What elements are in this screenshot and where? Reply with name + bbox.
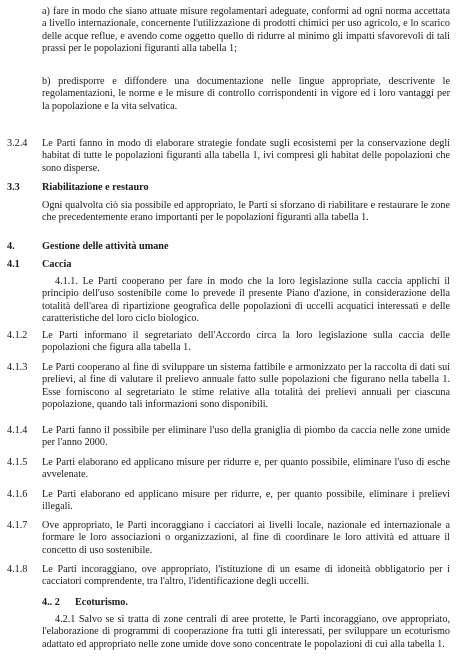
section-number-4-1-4: 4.1.4	[7, 425, 28, 436]
section-4-1-1-text: 4.1.1. Le Parti cooperano per fare in modo che la loro legislazione sulla caccia applichi il principio dell'uso sostenibile come lo prevede il presente Piano d'azione, in considerazione della totalità dell'area di ripartizione geografica delle popolazioni di uccelli acquatici interessati e delle caratteristiche del loro ciclo biologico.	[42, 276, 450, 325]
section-number-4-1: 4.1	[7, 259, 20, 270]
section-4-1-6-text: Le Parti elaborano ed applicano misure per ridurre, e, per quanto possibile, eliminare i prelievi illegali.	[42, 489, 450, 513]
section-4-1-8-text: Le Parti incoraggiano, ove appropriato, l'istituzione di un esame di idoneità obbligatorio per i cacciatori comprendente, tra l'altro, l'identificazione degli uccelli.	[42, 564, 450, 588]
section-4-1-7-text: Ove appropriato, le Parti incoraggiano i cacciatori ai livelli locale, nazionale ed internazionale a formare le loro associazioni o organizzazioni, al fine di coordinare le loro attività ed attuare il concetto di uso sostenibile.	[42, 520, 450, 556]
paragraph-b: b) predisporre e diffondere una documentazione nelle lingue appropriate, descrivente le regolamentazioni, le norme e le misure di controllo corrispondenti in vigore ed i loro vantaggi per la popolazione e la vita selvatica.	[42, 76, 450, 112]
section-number-4-1-8: 4.1.8	[7, 564, 28, 575]
section-number-4-1-6: 4.1.6	[7, 489, 28, 500]
section-number-3-2-4: 3.2.4	[7, 138, 28, 149]
section-3-3-heading: Riabilitazione e restauro	[42, 182, 149, 193]
section-4-1-2-text: Le Parti informano il segretariato dell'Accordo circa la loro legislazione sulla caccia delle popolazioni che figura alla tabella 1.	[42, 330, 450, 354]
section-3-3-text: Ogni qualvolta ciò sia possibile ed appropriato, le Parti si sforzano di riabilitare e restaurare le zone che precedentemente erano importanti per le popolazioni figuranti alla tabella 1.	[42, 200, 450, 224]
section-number-4-1-2: 4.1.2	[7, 330, 28, 341]
paragraph-a: a) fare in modo che siano attuate misure regolamentari adeguate, conformi ad ogni norma accettata a livello internazionale, concernente l'utilizzazione di prodotti chimici per uso agricolo, e lo scarico delle acque reflue, e avendo come oggetto quello di ridurre al minimo gli impatti sfavorevoli di tali prassi per le popolazioni figuranti alla tabella 1;	[42, 6, 450, 55]
section-4-2-heading: Ecoturismo.	[75, 597, 128, 608]
section-number-4: 4.	[7, 241, 15, 252]
section-number-4-1-3: 4.1.3	[7, 362, 28, 373]
section-4-1-heading: Caccia	[42, 259, 72, 270]
section-4-1-5-text: Le Parti elaborano ed applicano misure per ridurre e, per quanto possibile, eliminare l'uso di esche avvelenate.	[42, 457, 450, 481]
section-4-heading: Gestione delle attività umane	[42, 241, 169, 252]
section-number-4-1-7: 4.1.7	[7, 520, 28, 531]
section-number-4-2: 4.. 2	[42, 597, 60, 608]
section-4-1-3-text: Le Parti cooperano al fine di sviluppare un sistema fattibile e armonizzato per la raccolta di dati sui prelievi, al fine di valutare il prelievo annuale fatto sulle popolazioni che figurano nella tabella 1. Esse forniscono al segretariato le stime relative alla totalità dei prelievi annuali per ciascuna popolazione, quando tali informazioni sono disponibili.	[42, 362, 450, 411]
section-3-2-4-text: Le Parti fanno in modo di elaborare strategie fondate sugli ecosistemi per la conservazione degli habitat di tutte le popolazioni figuranti alla tabella 1, ivi compresi gli habitat delle popolazioni che sono disperse.	[42, 138, 450, 174]
section-4-2-1-text: 4.2.1 Salvo se si tratta di zone centrali di aree protette, le Parti incoraggiano, ove appropriato, l'elaborazione di programmi di cooperazione fra tutti gli interessati, per sviluppare un ecoturismo adattato ed appropriato nelle zone umide dove sono concentrate le popolazioni di cui alla tabella 1.	[42, 614, 450, 650]
section-number-3-3: 3.3	[7, 182, 20, 193]
section-number-4-1-5: 4.1.5	[7, 457, 28, 468]
section-4-1-4-text: Le Parti fanno il possibile per eliminare l'uso della graniglia di piombo da caccia nelle zone umide per l'anno 2000.	[42, 425, 450, 449]
